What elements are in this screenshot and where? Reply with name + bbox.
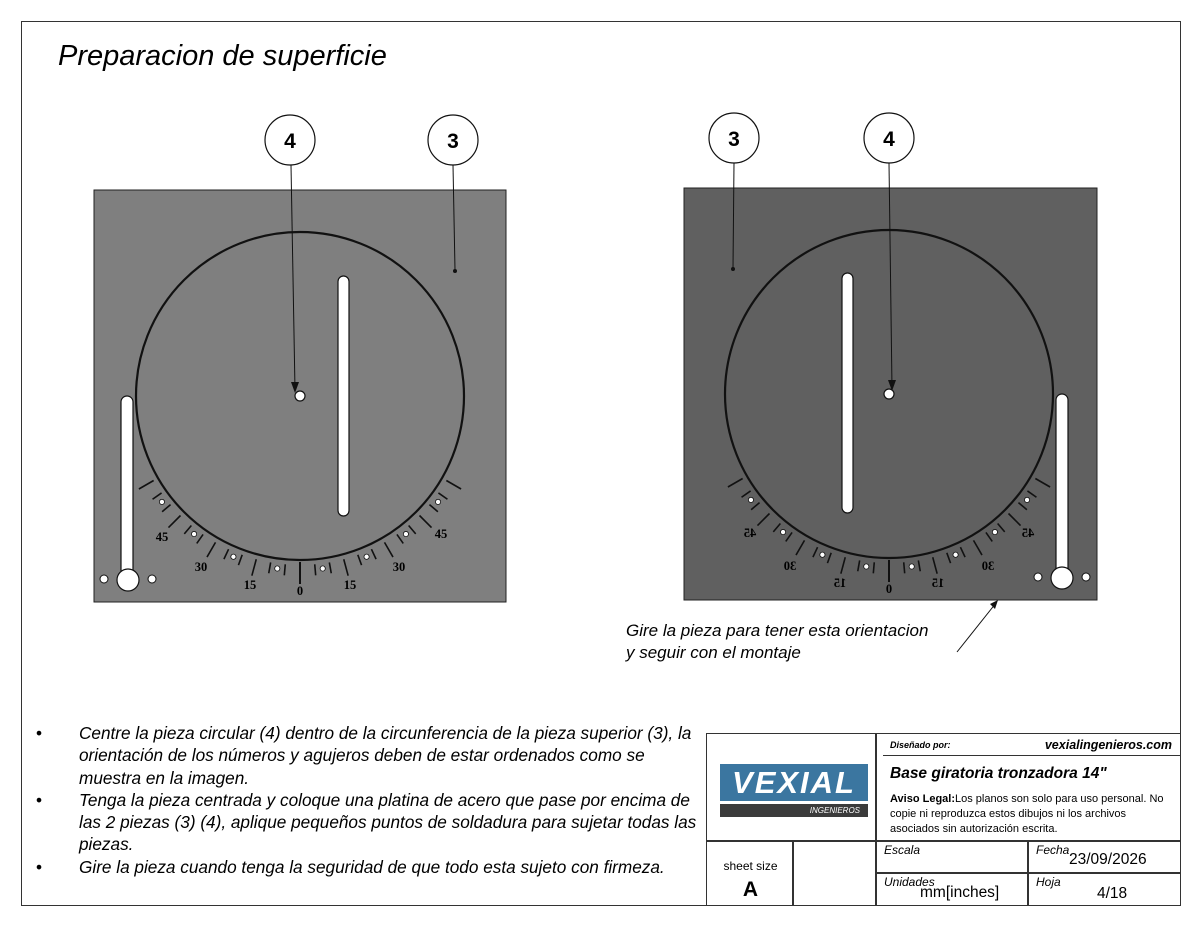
left-small-hole [100,575,108,583]
scale-dot [435,499,440,504]
left-center-hole [295,391,305,401]
scale-dot [364,554,369,559]
sheet-size-label: sheet size [723,859,778,873]
logo-cell [706,733,876,841]
sheet-size-cell [706,841,793,906]
scale-label: 0 [296,584,304,598]
callout-number: 4 [284,130,296,153]
blank-cell [793,841,876,906]
scale-label: Escala [884,843,921,857]
page-title: Preparacion de superficie [58,40,387,72]
leader-dot [453,269,457,273]
left-slot-side [121,396,133,576]
callout-number: 3 [728,128,740,151]
right-slot-long [842,273,853,513]
scale-label: 30 [392,560,406,574]
sheet-number-value: 4/18 [1097,885,1128,902]
scale-label: 45 [434,527,448,541]
info-cell [876,733,1181,841]
scale-label: 15 [243,578,257,592]
scale-dot [909,564,914,569]
note-leader-line [957,603,996,652]
scale-dot [992,529,997,534]
callout-number: 4 [883,128,895,151]
scale-dot [275,566,280,571]
sheet-number-label: Hoja [1036,875,1061,889]
sheet-size-value: A [742,878,759,901]
legal-notice [890,792,1175,837]
right-assembly [684,113,1097,652]
units-label: Unidades [884,875,935,889]
scale-tick [904,562,905,573]
company-logo: VEXIAL [720,764,868,801]
legal-label: Aviso Legal: [890,793,955,805]
designer-website: vexialingenieros.com [1044,738,1172,752]
scale-dot [1024,497,1029,502]
right-small-hole [1034,573,1042,581]
instruction-item [36,722,708,789]
designed-by-label: Diseñado por: [890,740,951,750]
note-arrowhead [990,600,998,609]
orientation-note-line: y seguir con el montaje [626,643,801,662]
scale-tick [315,564,316,575]
scale-label-mirrored: 45 [1021,526,1035,540]
bullet-marker: • [36,789,43,810]
units-value: mm[inches] [920,884,1000,901]
scale-dot [191,531,196,536]
date-label: Fecha [1036,843,1070,857]
instruction-list [36,722,708,878]
scale-label: 45 [155,530,169,544]
company-logo-subtext: INGENIEROS [720,804,868,817]
scale-tick [873,562,874,573]
date-value: 23/09/2026 [1069,851,1147,868]
left-assembly [94,115,506,602]
leader-dot [731,267,735,271]
scale-label: 0 [885,582,893,596]
scale-dot [403,531,408,536]
scale-label-mirrored: 30 [981,559,995,573]
units-cell [876,873,1028,906]
right-center-hole [884,389,894,399]
scale-dot [820,552,825,557]
scale-label-mirrored: 15 [931,576,945,590]
instruction-item [36,789,708,856]
callout-number: 3 [447,130,459,153]
scale-label-mirrored: 45 [743,526,757,540]
right-small-hole [1082,573,1090,581]
instruction-text: Tenga la pieza centrada y coloque una platina de acero que pase por encima de las 2 piezas (3) (4), aplique pequeños puntos de soldadura para sujetar todas las piezas. [79,789,697,855]
scale-dot [231,554,236,559]
left-slot-long [338,276,349,516]
date-cell [1028,841,1181,873]
legal-text: Los planos son solo para uso personal. No copie ni reproduzca estos dibujos ni los archivos asociados sin autorización escrita. [890,793,1164,835]
left-pivot-hole [117,569,139,591]
scale-label-mirrored: 15 [833,576,847,590]
bullet-marker: • [36,723,43,743]
scale-dot [864,564,869,569]
bullet-marker: • [36,856,43,877]
orientation-note-line: Gire la pieza para tener esta orientacion [626,621,929,640]
instruction-item [36,856,708,878]
scale-label-mirrored: 30 [783,559,797,573]
scale-cell [876,841,1028,873]
scale-label: 30 [194,560,208,574]
scale-dot [748,497,753,502]
left-small-hole [148,575,156,583]
instruction-text: Gire la pieza cuando tenga la seguridad de que todo esta sujeto con firmeza. [79,856,665,877]
title-block [706,733,1181,906]
scale-dot [320,566,325,571]
scale-dot [159,499,164,504]
scale-dot [953,552,958,557]
divider [883,755,1180,756]
orientation-note [626,620,928,664]
right-pivot-hole [1051,567,1073,589]
right-slot-side [1056,394,1068,574]
product-name: Base giratoria tronzadora 14" [890,765,1107,782]
instruction-text: Centre la pieza circular (4) dentro de la circunferencia de la pieza superior (3), la orientación de los números y agujeros deben de estar ordenados como se muestra en la imagen. [79,723,692,788]
scale-tick [284,564,285,575]
scale-dot [780,529,785,534]
scale-label: 15 [343,578,357,592]
sheet-number-cell [1028,873,1181,906]
